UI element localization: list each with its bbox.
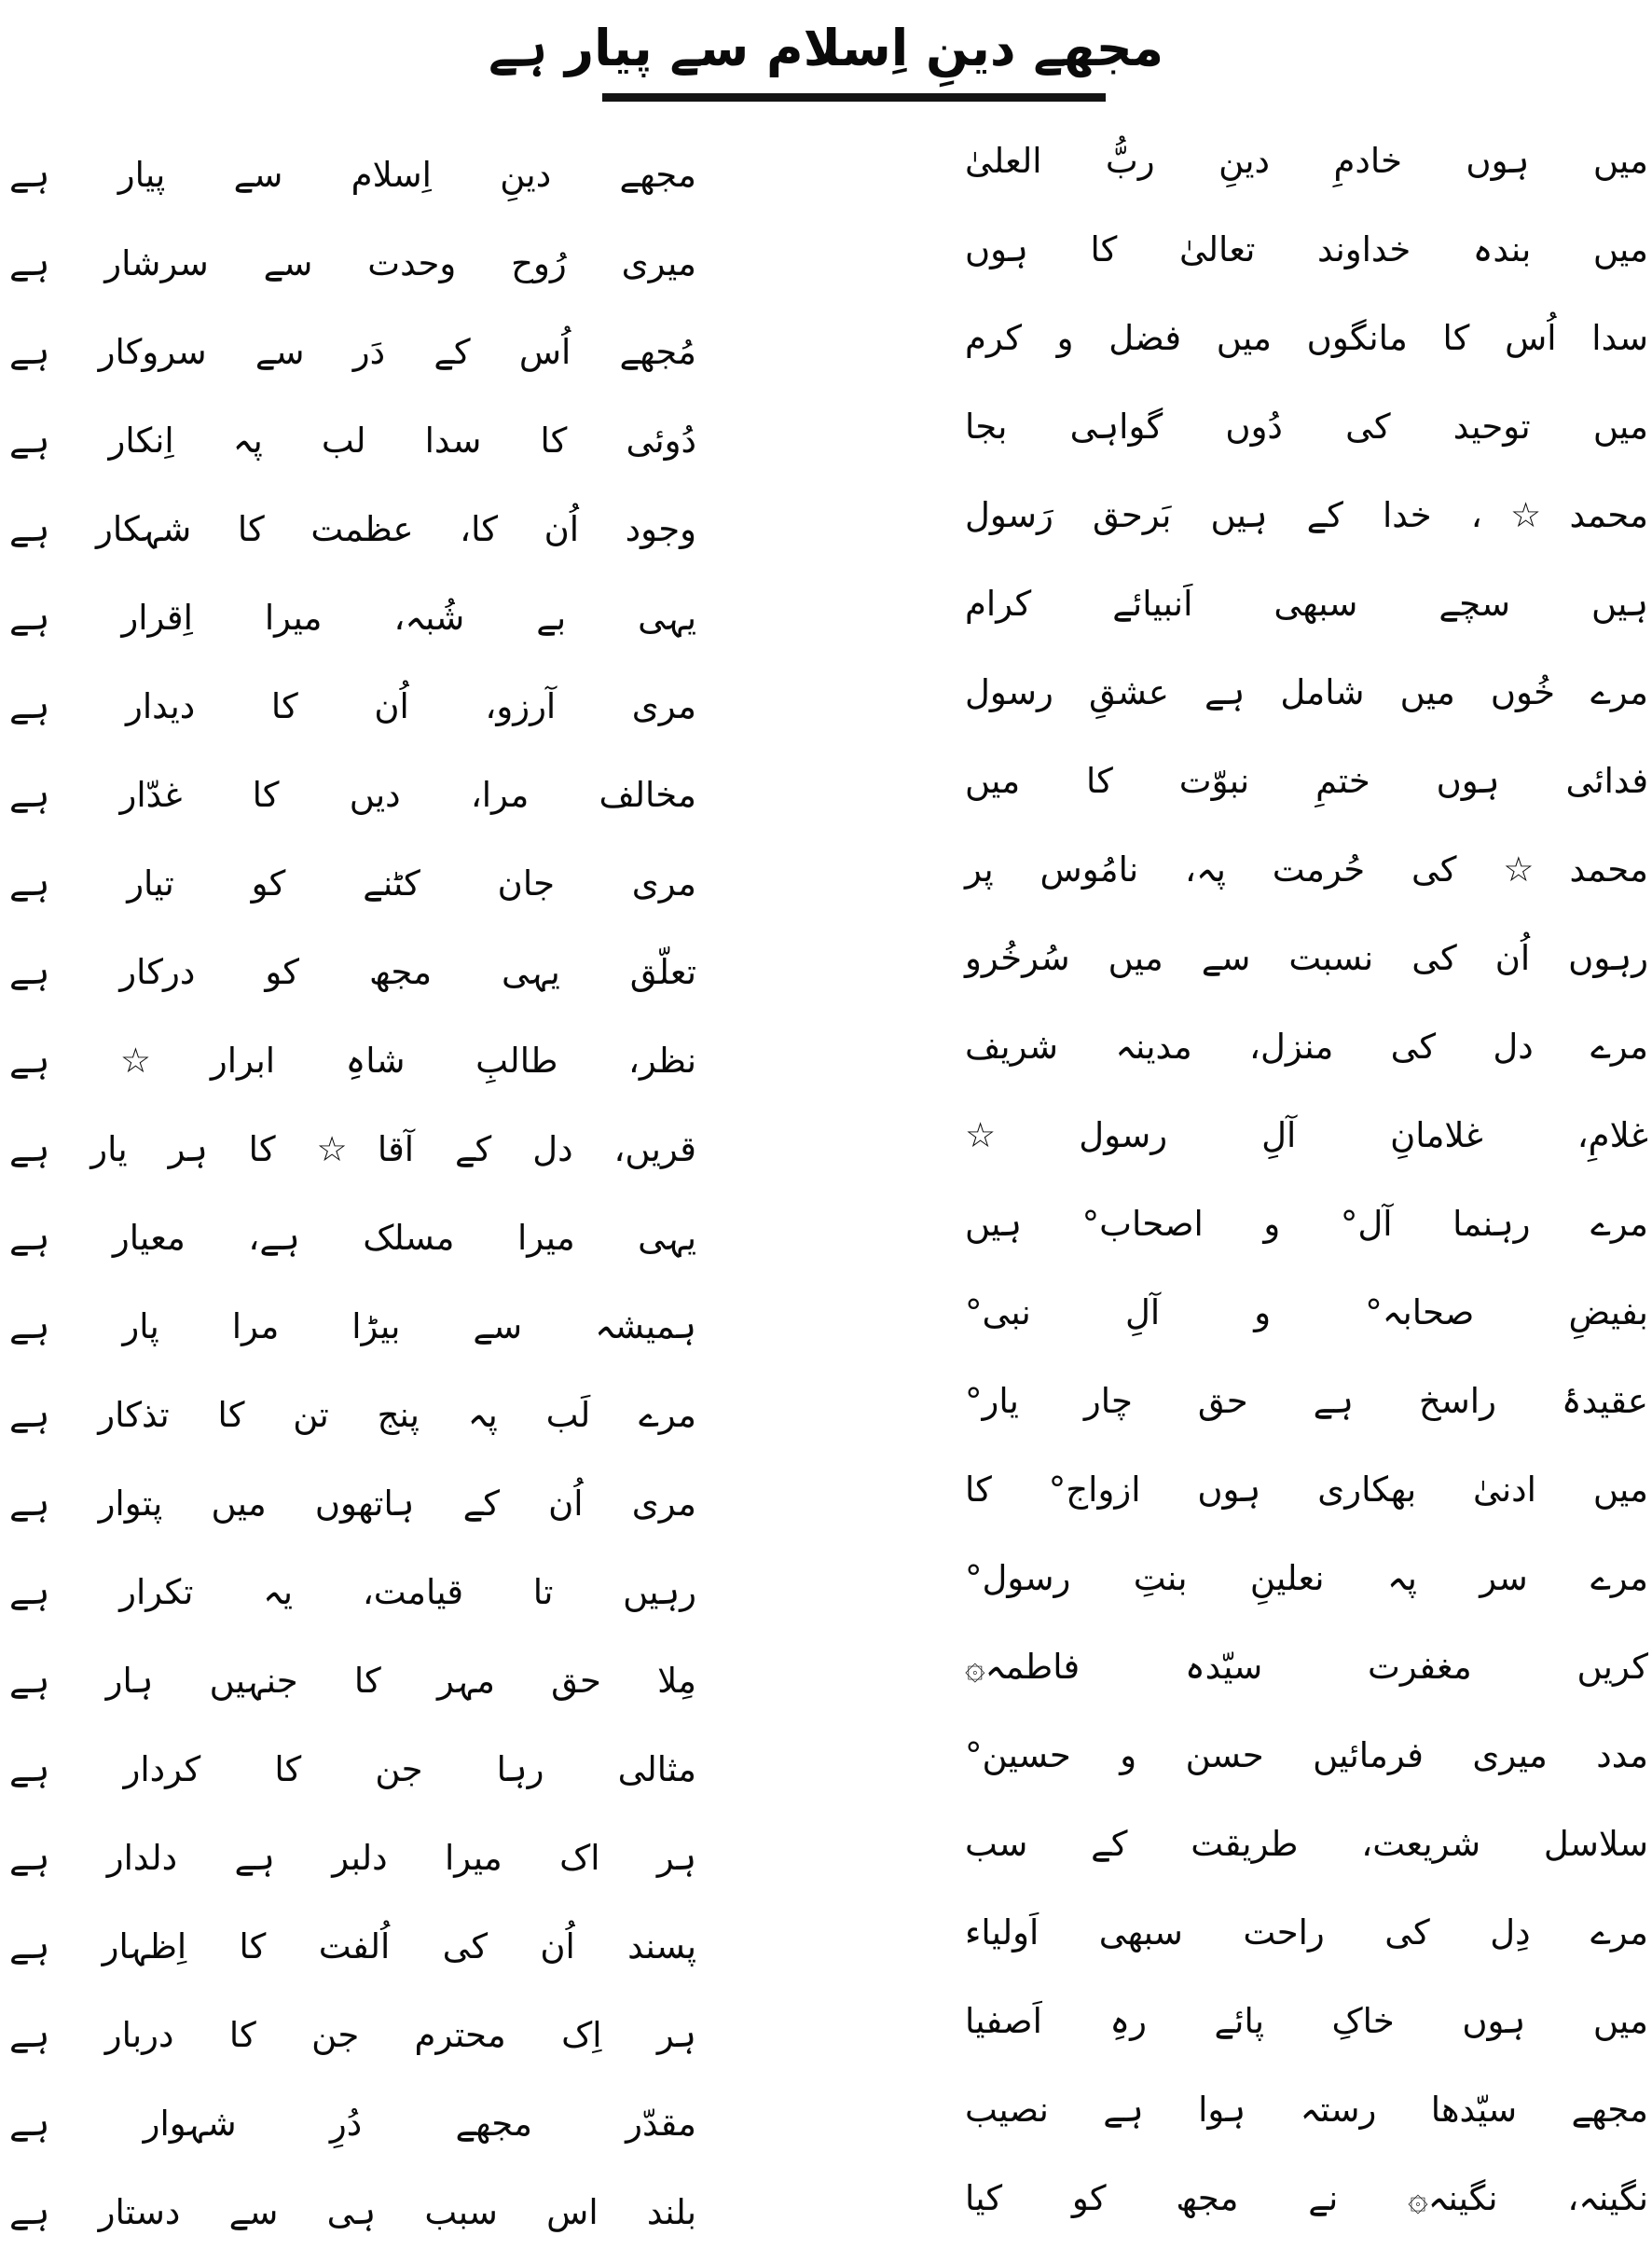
hemistich-first: بفیضِ صحابہ° و آلِ نبی° <box>965 1292 1648 1332</box>
hemistich-second: میری رُوح وحدت سے سرشار ہے <box>9 243 696 283</box>
hemistich-second: مجھے دینِ اِسلام سے پیار ہے <box>9 155 696 195</box>
hemistich-first: میں ہوں خاکِ پائے رہِ اَصفیا <box>965 2001 1648 2041</box>
couplet-row <box>9 1268 1648 1357</box>
hemistich-first: مرے خُوں میں شامل ہے عشقِ رسول <box>965 672 1648 712</box>
hemistich-first: محمد☆، خدا کے ہیں بَرحق رَسول <box>965 495 1648 535</box>
couplet-row <box>9 205 1648 294</box>
hemistich-first: رہوں اُن کی نسبت سے میں سُرخُرو <box>965 938 1648 978</box>
hemistich-second: مری جان کٹنے کو تیار ہے <box>9 863 696 904</box>
couplet-row <box>9 294 1648 382</box>
couplet-row <box>9 648 1648 737</box>
hemistich-first: مرے دِل کی راحت سبھی اَولیاء <box>965 1912 1648 1953</box>
hemistich-first: نگینہ، نگینہ۞ نے مجھ کو کیا <box>965 2178 1648 2218</box>
hemistich-second: مُجھے اُس کے دَر سے سروکار ہے <box>9 332 696 372</box>
couplet-row <box>9 914 1648 1002</box>
hemistich-first: غلامِ، غلامانِ آلِ رسول☆ <box>965 1115 1648 1155</box>
couplet-row <box>9 382 1648 471</box>
hemistich-second: مثالی رہا جن کا کردار ہے <box>9 1749 696 1789</box>
hemistich-first: سلاسل شریعت، طریقت کے سب <box>965 1824 1648 1864</box>
poem-title: مجھے دینِ اِسلام سے پیار ہے <box>488 19 1164 77</box>
hemistich-first: مرے رہنما آل° و اصحاب° ہیں <box>965 1204 1648 1244</box>
hemistich-first: سدا اُس کا مانگوں میں فضل و کرم <box>965 318 1648 358</box>
hemistich-second: دُوئی کا سدا لب پہ اِنکار ہے <box>9 421 696 461</box>
hemistich-second: مری اُن کے ہاتھوں میں پتوار ہے <box>9 1483 696 1524</box>
hemistich-first: فدائی ہوں ختمِ نبوّت کا میں <box>965 761 1648 801</box>
couplet-row <box>9 2065 1648 2154</box>
hemistich-first: ہیں سچے سبھی اَنبیائے کرام <box>965 584 1648 624</box>
title-underline <box>602 93 1106 102</box>
couplet-row <box>9 1357 1648 1445</box>
couplet-row <box>9 1977 1648 2065</box>
hemistich-second: پسند اُن کی اُلفت کا اِظہار ہے <box>9 1926 696 1966</box>
hemistich-first: کریں مغفرت سیّدہ فاطمہ۞ <box>965 1647 1648 1687</box>
hemistich-second: مرے لَب پہ پنج تن کا تذکار ہے <box>9 1395 696 1435</box>
couplet-row <box>9 1445 1648 1534</box>
hemistich-second: ہر اِک محترم جن کا دربار ہے <box>9 2015 696 2055</box>
couplet-row <box>9 825 1648 914</box>
hemistich-first: میں بندہ خداوند تعالیٰ کا ہوں <box>965 229 1648 269</box>
hemistich-second: مخالف مرا، دیں کا غدّار ہے <box>9 775 696 815</box>
couplet-row <box>9 2154 1648 2242</box>
hemistich-first: میں ہوں خادمِ دینِ ربُّ العلیٰ <box>965 141 1648 181</box>
hemistich-first: مرے دل کی منزل، مدینہ شریف <box>965 1027 1648 1067</box>
hemistich-first: مجھے سیّدھا رستہ ہوا ہے نصیب <box>965 2090 1648 2130</box>
couplet-row <box>9 1180 1648 1268</box>
hemistich-second: وجود اُن کا، عظمت کا شہکار ہے <box>9 509 696 549</box>
couplet-row <box>9 1622 1648 1711</box>
hemistich-second: بلند اس سبب ہی سے دستار ہے <box>9 2192 696 2232</box>
hemistich-second: ہمیشہ سے بیڑا مرا پار ہے <box>9 1306 696 1346</box>
hemistich-first: عقیدۂ راسخ ہے حق چار یار° <box>965 1381 1648 1421</box>
hemistich-second: مری آرزو، اُن کا دیدار ہے <box>9 686 696 726</box>
poem-page <box>0 6 1652 2263</box>
couplet-row <box>9 1002 1648 1091</box>
couplet-row <box>9 1534 1648 1622</box>
hemistich-second: ہر اک میرا دلبر ہے دلدار ہے <box>9 1838 696 1878</box>
hemistich-second: رہیں تا قیامت، یہ تکرار ہے <box>9 1572 696 1612</box>
hemistich-first: میں ادنیٰ بھکاری ہوں ازواج° کا <box>965 1470 1648 1510</box>
couplet-row <box>9 117 1648 205</box>
couplet-row <box>9 1800 1648 1888</box>
hemistich-second: مقدّر مجھے دُرِ شہوار ہے <box>9 2104 696 2144</box>
hemistich-first: مرے سر پہ نعلینِ بنتِ رسول° <box>965 1558 1648 1598</box>
hemistich-second: یہی میرا مسلک ہے، معیار ہے <box>9 1218 696 1258</box>
hemistich-second: قریں، دل کے آقا☆ کا ہر یار ہے <box>9 1129 696 1169</box>
couplet-row <box>9 1091 1648 1180</box>
hemistich-first: مدد میری فرمائیں حسن و حسین° <box>965 1735 1648 1775</box>
couplet-row <box>9 1711 1648 1800</box>
hemistich-second: یہی بے شُبہ، میرا اِقرار ہے <box>9 598 696 638</box>
hemistich-second: مِلا حق مہر کا جنہیں ہار ہے <box>9 1661 696 1701</box>
poem-body <box>0 117 1652 2242</box>
hemistich-first: میں توحید کی دُوں گواہی بجا <box>965 407 1648 447</box>
hemistich-second: نظر، طالبِ شاہِ ابرار☆ ہے <box>9 1041 696 1081</box>
couplet-row <box>9 471 1648 559</box>
hemistich-second: تعلّق یہی مجھ کو درکار ہے <box>9 952 696 992</box>
hemistich-first: محمد☆ کی حُرمت پہ، نامُوس پر <box>965 849 1648 890</box>
couplet-row <box>9 737 1648 825</box>
couplet-row <box>9 1888 1648 1977</box>
couplet-row <box>9 559 1648 648</box>
